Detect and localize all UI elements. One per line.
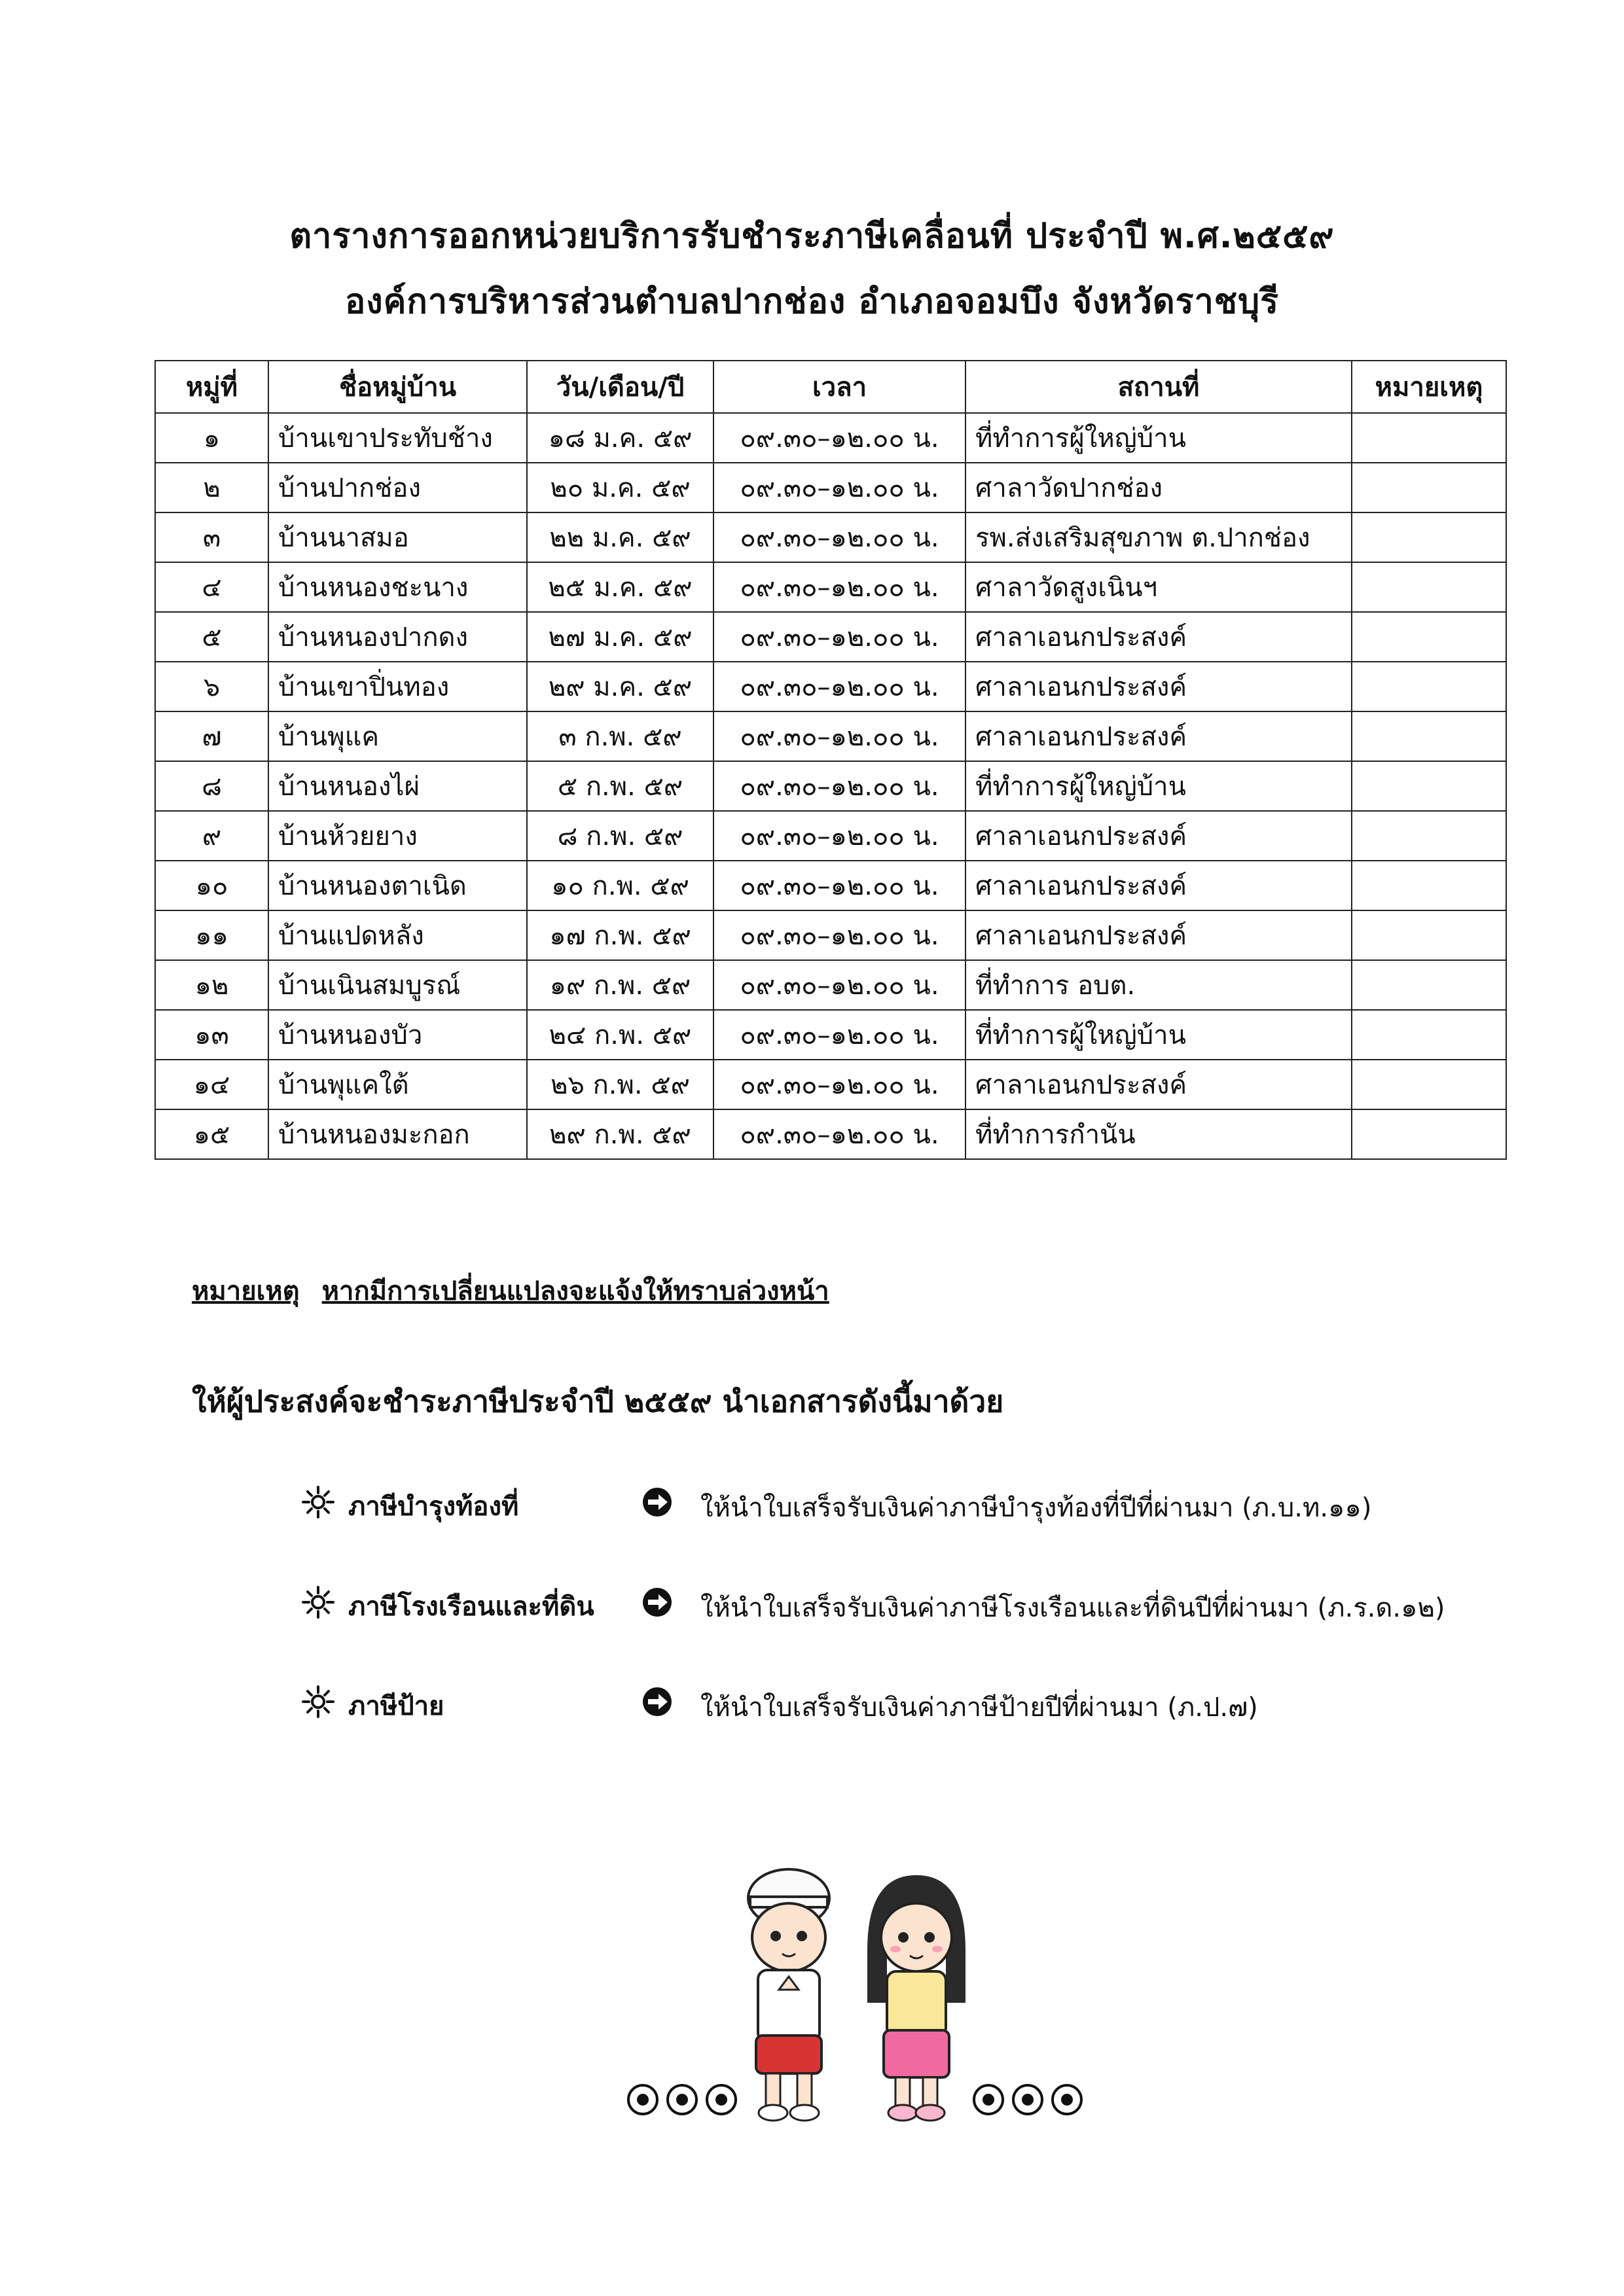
row-time: ๐๙.๓๐–๑๒.๐๐ น. xyxy=(713,960,965,1010)
row-note xyxy=(1352,512,1506,562)
table-row xyxy=(155,861,1506,910)
row-place: ที่ทำการผู้ใหญ่บ้าน xyxy=(965,1010,1352,1060)
column-header-moo: หมู่ที่ xyxy=(155,361,268,413)
thai-children-greeting-illustration xyxy=(727,1859,975,2134)
document-description: ให้นำใบเสร็จรับเงินค่าภาษีป้ายปีที่ผ่านมา (ภ.ป.๗) xyxy=(700,1693,1258,1723)
row-time: ๐๙.๓๐–๑๒.๐๐ น. xyxy=(713,761,965,811)
row-date: ๒๐ ม.ค. ๕๙ xyxy=(527,463,713,512)
row-moo-number: ๘ xyxy=(155,761,268,811)
row-village-name: บ้านแปดหลัง xyxy=(268,910,527,960)
row-date: ๑๙ ก.พ. ๕๙ xyxy=(527,960,713,1010)
row-note xyxy=(1352,413,1506,463)
remark-text: หากมีการเปลี่ยนแปลงจะแจ้งให้ทราบล่วงหน้า xyxy=(321,1276,829,1306)
column-header-date: วัน/เดือน/ปี xyxy=(527,361,713,413)
row-moo-number: ๑๑ xyxy=(155,910,268,960)
row-note xyxy=(1352,1010,1506,1060)
row-moo-number: ๑๒ xyxy=(155,960,268,1010)
row-place: ที่ทำการ อบต. xyxy=(965,960,1352,1010)
row-moo-number: ๑๕ xyxy=(155,1109,268,1159)
row-time: ๐๙.๓๐–๑๒.๐๐ น. xyxy=(713,413,965,463)
row-village-name: บ้านหนองปากดง xyxy=(268,612,527,662)
row-moo-number: ๗ xyxy=(155,711,268,761)
row-moo-number: ๑๓ xyxy=(155,1010,268,1060)
row-place: รพ.ส่งเสริมสุขภาพ ต.ปากช่อง xyxy=(965,512,1352,562)
row-moo-number: ๑๐ xyxy=(155,861,268,910)
row-moo-number: ๕ xyxy=(155,612,268,662)
sun-icon xyxy=(301,1685,335,1719)
row-village-name: บ้านหนองชะนาง xyxy=(268,562,527,612)
row-moo-number: ๖ xyxy=(155,662,268,711)
document-description: ให้นำใบเสร็จรับเงินค่าภาษีบำรุงท้องที่ปีที่ผ่านมา (ภ.บ.ท.๑๑) xyxy=(700,1493,1372,1523)
row-note xyxy=(1352,1060,1506,1109)
document-item xyxy=(301,1482,1506,1528)
row-time: ๐๙.๓๐–๑๒.๐๐ น. xyxy=(713,662,965,711)
row-village-name: บ้านห้วยยาง xyxy=(268,811,527,861)
table-row xyxy=(155,1010,1506,1060)
table-row xyxy=(155,960,1506,1010)
column-header-note: หมายเหตุ xyxy=(1352,361,1506,413)
document-item xyxy=(301,1583,1506,1628)
row-note xyxy=(1352,463,1506,512)
remark-label: หมายเหตุ xyxy=(192,1276,300,1306)
row-note xyxy=(1352,711,1506,761)
table-row xyxy=(155,413,1506,463)
flower-decoration-icon xyxy=(623,2080,741,2119)
row-time: ๐๙.๓๐–๑๒.๐๐ น. xyxy=(713,562,965,612)
row-time: ๐๙.๓๐–๑๒.๐๐ น. xyxy=(713,1060,965,1109)
row-place: ศาลาเอนกประสงค์ xyxy=(965,662,1352,711)
row-note xyxy=(1352,1109,1506,1159)
row-village-name: บ้านหนองตาเนิด xyxy=(268,861,527,910)
row-moo-number: ๔ xyxy=(155,562,268,612)
row-village-name: บ้านเขาประทับช้าง xyxy=(268,413,527,463)
table-row xyxy=(155,1060,1506,1109)
row-time: ๐๙.๓๐–๑๒.๐๐ น. xyxy=(713,711,965,761)
row-village-name: บ้านเขาปิ่นทอง xyxy=(268,662,527,711)
row-note xyxy=(1352,662,1506,711)
row-village-name: บ้านหนองไผ่ xyxy=(268,761,527,811)
row-date: ๓ ก.พ. ๕๙ xyxy=(527,711,713,761)
right-arrow-icon xyxy=(641,1587,673,1618)
row-date: ๒๔ ก.พ. ๕๙ xyxy=(527,1010,713,1060)
sun-icon xyxy=(301,1585,335,1619)
row-time: ๐๙.๓๐–๑๒.๐๐ น. xyxy=(713,1109,965,1159)
table-row xyxy=(155,711,1506,761)
row-moo-number: ๒ xyxy=(155,463,268,512)
document-item xyxy=(301,1682,1506,1728)
table-row xyxy=(155,562,1506,612)
row-date: ๑๗ ก.พ. ๕๙ xyxy=(527,910,713,960)
row-date: ๒๙ ม.ค. ๕๙ xyxy=(527,662,713,711)
row-date: ๒๗ ม.ค. ๕๙ xyxy=(527,612,713,662)
table-row xyxy=(155,811,1506,861)
row-note xyxy=(1352,910,1506,960)
row-note xyxy=(1352,612,1506,662)
tax-name: ภาษีป้าย xyxy=(348,1691,444,1721)
row-date: ๑๐ ก.พ. ๕๙ xyxy=(527,861,713,910)
row-place: ศาลาเอนกประสงค์ xyxy=(965,811,1352,861)
row-village-name: บ้านพุแค xyxy=(268,711,527,761)
table-row xyxy=(155,612,1506,662)
row-moo-number: ๑๔ xyxy=(155,1060,268,1109)
row-date: ๒๖ ก.พ. ๕๙ xyxy=(527,1060,713,1109)
page-title: ตารางการออกหน่วยบริการรับชำระภาษีเคลื่อนที่ ประจำปี พ.ศ.๒๕๕๙ xyxy=(289,217,1335,256)
table-row xyxy=(155,662,1506,711)
table-row xyxy=(155,463,1506,512)
row-moo-number: ๙ xyxy=(155,811,268,861)
row-village-name: บ้านหนองบัว xyxy=(268,1010,527,1060)
table-row xyxy=(155,761,1506,811)
column-header-village: ชื่อหมู่บ้าน xyxy=(268,361,527,413)
row-village-name: บ้านพุแคใต้ xyxy=(268,1060,527,1109)
row-place: ศาลาเอนกประสงค์ xyxy=(965,711,1352,761)
row-place: ที่ทำการผู้ใหญ่บ้าน xyxy=(965,761,1352,811)
column-header-time: เวลา xyxy=(713,361,965,413)
row-place: ศาลาเอนกประสงค์ xyxy=(965,910,1352,960)
row-village-name: บ้านปากช่อง xyxy=(268,463,527,512)
row-place: ศาลาเอนกประสงค์ xyxy=(965,612,1352,662)
column-header-place: สถานที่ xyxy=(965,361,1352,413)
row-place: ศาลาวัดปากช่อง xyxy=(965,463,1352,512)
row-date: ๒๙ ก.พ. ๕๙ xyxy=(527,1109,713,1159)
row-time: ๐๙.๓๐–๑๒.๐๐ น. xyxy=(713,612,965,662)
row-date: ๒๒ ม.ค. ๕๙ xyxy=(527,512,713,562)
row-time: ๐๙.๓๐–๑๒.๐๐ น. xyxy=(713,910,965,960)
row-date: ๕ ก.พ. ๕๙ xyxy=(527,761,713,811)
document-description: ให้นำใบเสร็จรับเงินค่าภาษีโรงเรือนและที่ดินปีที่ผ่านมา (ภ.ร.ด.๑๒) xyxy=(700,1593,1445,1623)
sun-icon xyxy=(301,1485,335,1519)
row-time: ๐๙.๓๐–๑๒.๐๐ น. xyxy=(713,861,965,910)
row-moo-number: ๑ xyxy=(155,413,268,463)
right-arrow-icon xyxy=(641,1686,673,1717)
page-subtitle: องค์การบริหารส่วนตำบลปากช่อง อำเภอจอมบึง จังหวัดราชบุรี xyxy=(344,282,1280,321)
row-moo-number: ๓ xyxy=(155,512,268,562)
girl-figure xyxy=(867,1875,965,2121)
row-village-name: บ้านหนองมะกอก xyxy=(268,1109,527,1159)
row-place: ศาลาวัดสูงเนินฯ xyxy=(965,562,1352,612)
tax-name: ภาษีบำรุงท้องที่ xyxy=(348,1492,519,1522)
row-time: ๐๙.๓๐–๑๒.๐๐ น. xyxy=(713,811,965,861)
instruction-heading: ให้ผู้ประสงค์จะชำระภาษีประจำปี ๒๕๕๙ นำเอกสารดังนี้มาด้วย xyxy=(192,1384,1004,1419)
row-date: ๘ ก.พ. ๕๙ xyxy=(527,811,713,861)
schedule-table-body xyxy=(155,413,1506,1159)
row-place: ที่ทำการผู้ใหญ่บ้าน xyxy=(965,413,1352,463)
table-row xyxy=(155,512,1506,562)
row-time: ๐๙.๓๐–๑๒.๐๐ น. xyxy=(713,463,965,512)
row-date: ๑๘ ม.ค. ๕๙ xyxy=(527,413,713,463)
tax-name: ภาษีโรงเรือนและที่ดิน xyxy=(348,1592,594,1622)
schedule-table xyxy=(154,360,1507,1160)
remark-line xyxy=(192,1270,829,1312)
row-note xyxy=(1352,562,1506,612)
row-time: ๐๙.๓๐–๑๒.๐๐ น. xyxy=(713,1010,965,1060)
row-date: ๒๕ ม.ค. ๕๙ xyxy=(527,562,713,612)
flower-decoration-icon xyxy=(969,2080,1087,2119)
table-row xyxy=(155,1109,1506,1159)
row-place: ศาลาเอนกประสงค์ xyxy=(965,861,1352,910)
row-note xyxy=(1352,761,1506,811)
table-header-row xyxy=(155,361,1506,413)
row-place: ศาลาเอนกประสงค์ xyxy=(965,1060,1352,1109)
row-village-name: บ้านเนินสมบูรณ์ xyxy=(268,960,527,1010)
row-note xyxy=(1352,960,1506,1010)
table-row xyxy=(155,910,1506,960)
row-note xyxy=(1352,861,1506,910)
row-village-name: บ้านนาสมอ xyxy=(268,512,527,562)
row-place: ที่ทำการกำนัน xyxy=(965,1109,1352,1159)
row-time: ๐๙.๓๐–๑๒.๐๐ น. xyxy=(713,512,965,562)
right-arrow-icon xyxy=(641,1486,673,1518)
row-note xyxy=(1352,811,1506,861)
boy-figure xyxy=(748,1869,829,2121)
